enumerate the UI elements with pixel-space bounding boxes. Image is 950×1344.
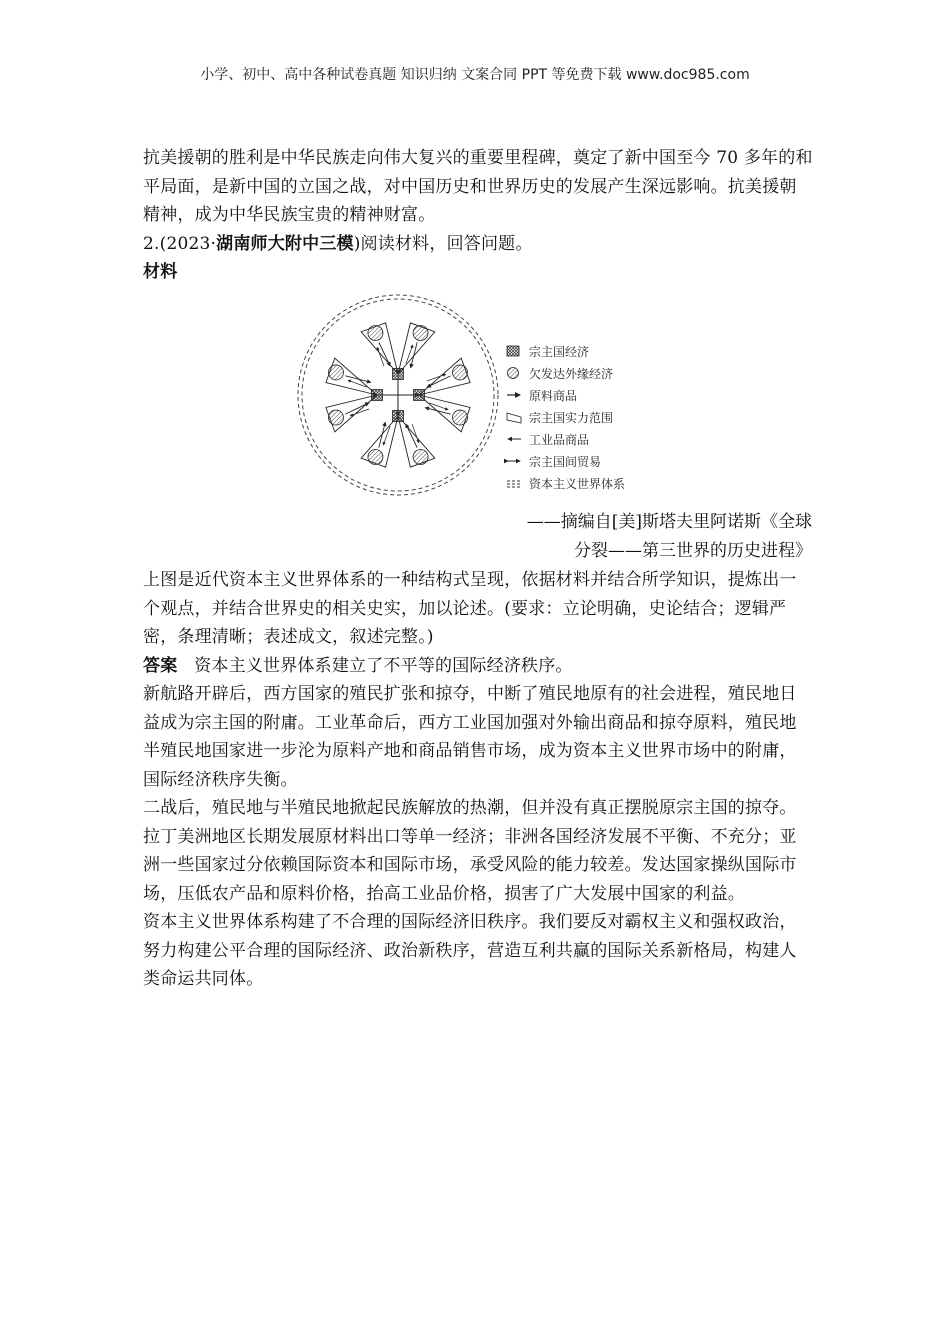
material-label: 材料 xyxy=(143,262,178,282)
legend-label-core-trade: 宗主国间贸易 xyxy=(529,455,602,469)
question-source: 湖南师大附中三模 xyxy=(216,233,354,254)
answer-paragraph: 资本主义世界体系构建了不合理的国际经济旧秩序。我们要反对霸权主义和强权政治，努力构建公平合理的国际经济、政治新秩序，营造互利共赢的国际关系新格局，构建人类命运共同体。 xyxy=(143,912,797,989)
answer-paragraph: 新航路开辟后，西方国家的殖民扩张和掠夺，中断了殖民地原有的社会进程，殖民地日益成为宗主国的附庸。工业革命后，西方工业国加强对外输出商品和掠夺原料，殖民地半殖民地国家进一步沦为原料产地和商品销售市场，成为资本主义世界市场中的附庸，国际经济秩序失衡。 xyxy=(143,684,797,790)
core-economy-icon xyxy=(393,411,404,422)
periphery-wedge xyxy=(361,323,398,374)
periphery-wedge xyxy=(398,323,435,374)
page-header: 小学、初中、高中各种试卷真题 知识归纳 文案合同 PPT 等免费下载 www.doc985.com xyxy=(200,67,750,83)
periphery-wedge xyxy=(419,395,470,432)
legend-label-periphery: 欠发达外缘经济 xyxy=(529,367,614,381)
core-economy-icon xyxy=(414,390,425,401)
legend-label-sphere: 宗主国实力范围 xyxy=(529,411,614,425)
periphery-wedge xyxy=(326,358,377,395)
question-number: 2.(2023· xyxy=(143,233,217,254)
answer-thesis: 资本主义世界体系建立了不平等的国际经济秩序。 xyxy=(194,655,573,676)
answer-label: 答案 xyxy=(143,655,178,676)
legend-label-industrial-goods: 工业品商品 xyxy=(529,433,590,447)
hatched-circle-icon xyxy=(508,368,519,379)
figure-citation-line2: 分裂——第三世界的历史进程》 xyxy=(574,541,812,561)
periphery-economy-icon xyxy=(413,450,428,465)
periphery-economy-icon xyxy=(453,365,468,380)
diagram-legend xyxy=(507,344,625,491)
question-body xyxy=(143,566,813,994)
dashed-lines-icon xyxy=(507,481,521,487)
answer-thesis-line xyxy=(143,652,813,681)
question-line xyxy=(143,230,813,259)
wedge-icon xyxy=(507,413,521,423)
legend-label-raw-materials: 原料商品 xyxy=(529,389,578,403)
core-economy-icon xyxy=(372,390,383,401)
question-prompt: )阅读材料，回答问题。 xyxy=(353,233,533,254)
periphery-economy-icon xyxy=(368,450,383,465)
periphery-wedge xyxy=(419,358,470,395)
core-economy-icon xyxy=(393,369,404,380)
core-trade-links xyxy=(377,374,419,416)
periphery-wedge xyxy=(398,416,435,467)
periphery-wedge xyxy=(326,395,377,432)
legend-label-world-system: 资本主义世界体系 xyxy=(529,477,626,491)
periphery-economy-icon xyxy=(368,325,383,340)
periphery-wedge xyxy=(361,416,398,467)
world-system-diagram xyxy=(295,292,655,502)
periphery-economy-icon xyxy=(413,325,428,340)
periphery-economy-icon xyxy=(328,365,343,380)
figure-citation-line1: ——摘编自[美]斯塔夫里阿诺斯《全球 xyxy=(526,512,812,532)
task-paragraph: 上图是近代资本主义世界体系的一种结构式呈现，依据材料并结合所学知识，提炼出一个观点，并结合世界史的相关史实，加以论述。(要求：立论明确，史论结合；逻辑严密，条理清晰；表述成文，叙述完整。) xyxy=(143,570,797,647)
crosshatch-square-icon xyxy=(507,346,519,356)
intro-section xyxy=(143,144,813,287)
periphery-economy-icon xyxy=(328,410,343,425)
answer-paragraph: 二战后，殖民地与半殖民地掀起民族解放的热潮，但并没有真正摆脱原宗主国的掠夺。拉丁美洲地区长期发展原材料出口等单一经济；非洲各国经济发展不平衡、不充分；亚洲一些国家过分依赖国际资本和国际市场，承受风险的能力较差。发达国家操纵国际市场，压低农产品和原料价格，抬高工业品价格，损害了广大发展中国家的利益。 xyxy=(143,798,797,904)
legend-label-core: 宗主国经济 xyxy=(529,345,590,359)
intro-paragraph: 抗美援朝的胜利是中华民族走向伟大复兴的重要里程碑，奠定了新中国至今 70 多年的和平局面，是新中国的立国之战，对中国历史和世界历史的发展产生深远影响。抗美援朝精神，成为中华民族宝贵的精神财富。 xyxy=(143,148,813,225)
periphery-economy-icon xyxy=(453,410,468,425)
